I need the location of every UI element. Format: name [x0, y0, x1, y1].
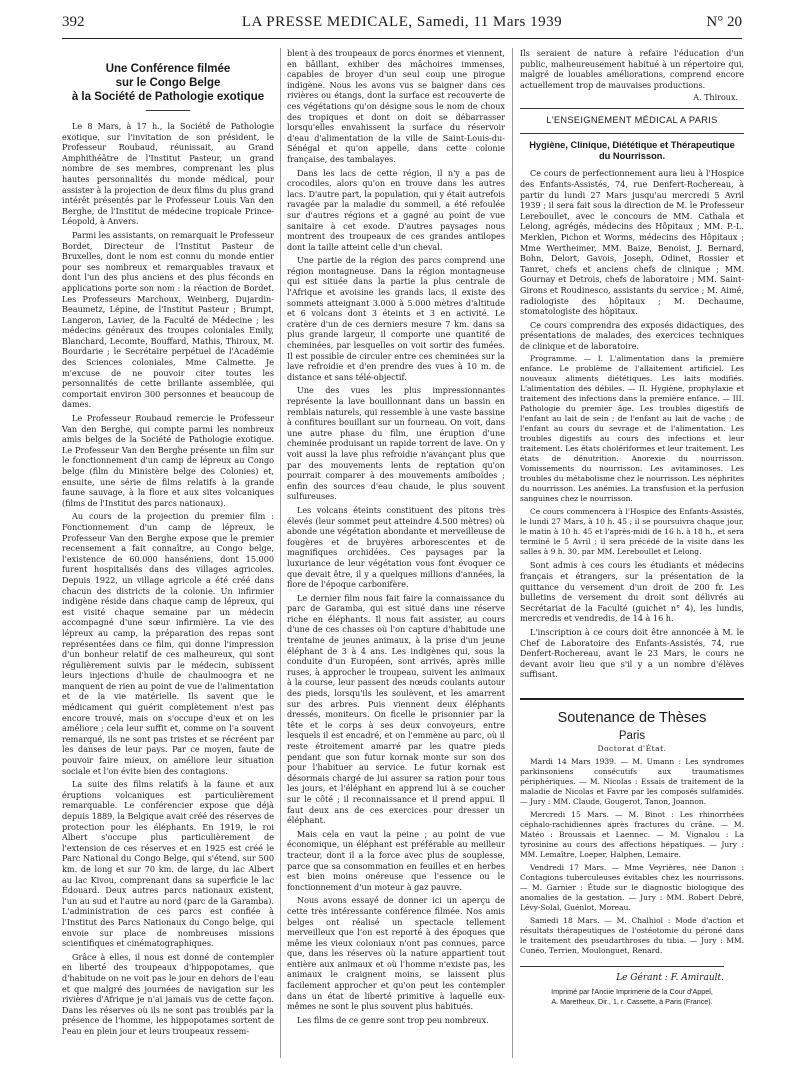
paragraph: Ce cours de perfectionnement aura lieu à l'Hospice des Enfants-Assistés, 74, rue Denfert-Rochereau, à partir du lundi 27 Mars jusqu'au mercredi 5 Avril 1939 ; il sera fait sous la direction de M. le Professeur Lereboullet, avec le concours de MM. Cathala et Lelong, agrégés, médecins des Hôpitaux ; MM. P.-L. Merklen, Pichon et Worms, médecins des Hôpitaux ; Mme Wertheimer, MM. Baize, Benoist, J. Bernard, Bohn, Delort, Gavois, Joseph, Odinet, Rossier et Tanret, chefs et anciens chefs de clinique ; MM. Gournay et Detrois, chefs de laboratoire ; MM. Saint-Girons et Roudinesco, assistants du service ; M. Aimé, radiologiste des hôpitaux ; M. Dechaume, stomatologiste des hôpitaux. [520, 168, 744, 317]
section-heading: L'ENSEIGNEMENT MÉDICAL A PARIS [546, 115, 718, 126]
thesis-entry: Samedi 18 Mars. — M. Chalhiol : Mode d'action et résultats thérapeutiques de l'ostéotomie du péroné dans le traitement des pseudarthroses du tibia. — Jury : MM. Cunéo, Terrien, Moulonguet, Renard. [520, 916, 744, 955]
paragraph: Mais cela en vaut la peine ; au point de vue économique, un éléphant est préférable au meilleur tracteur, dont il a la force avec plus de souplesse, parce que sa consommation en feuilles et en herbes est bien moins onéreuse que l'essence ou le fonctionnement d'un moteur à gaz pauvre. [287, 828, 505, 892]
column-divider [512, 48, 513, 1058]
article-title-line: Une Conférence filmée [105, 63, 231, 75]
article-title-line: sur le Congo Belge [115, 77, 221, 89]
course-title [520, 140, 744, 162]
section-rule [520, 133, 744, 134]
printer-line: A. Maretheux, Dir., 1, r. Cassette, à Paris (France). [551, 997, 713, 1006]
paragraph: Nous avons essayé de donner ici un aperçu de cette très intéressante conférence filmée. Nos amis belges ont réalisé un spectacle tellement merveilleux que l'on est reporté à des époques que même les vieux coloniaux n'ont pas connues, parce que, dans les réserves où la nature appartient tout entière aux animaux et où l'homme n'existe pas, les animaux le craignent moins, se laissent plus facilement approcher et qu'on peut les contempler dans un état de liberté primitive à laquelle eux-mêmes ne sont le plus souvent plus habitués. [287, 895, 505, 1012]
page-header [62, 14, 742, 39]
section-rule [520, 108, 744, 109]
paragraph: Parmi les assistants, on remarquait le Professeur Bordet, Directeur de l'Institut Pasteur de Bruxelles, dont le nom est connu du monde entier pour ses nombreux et remarquables travaux et dont l'un des plus anciens et des plus féconds en applications porte son nom : la réaction de Bordet. Les Professeurs Marchoux, Weinberg, Dujardin-Beaumetz, Lépine, de l'Institut Pasteur ; Brumpt, Langeron, Lavier, de la Faculté de Médecine ; les médecins généraux des troupes coloniales Emily, Blanchard, Lecomte, Bouffard, Mathis, Thiroux, M. Bourdarie ; le Secrétaire perpétuel de l'Académie des Sciences coloniales, Mme Calmette. Je m'excuse de ne pouvoir citer toutes les personnalités de cette brillante assemblée, qui comportait environ 300 personnes et beaucoup de dames. [62, 229, 274, 410]
printer-imprint [520, 987, 744, 1007]
article-title-line: à la Société de Pathologie exotique [71, 91, 265, 103]
theses-city: Paris [618, 730, 646, 742]
paragraph: Le 8 Mars, à 17 h., la Société de Pathologie exotique, sur l'invitation de son président, le Professeur Roubaud, réunissait, au Grand Amphithéâtre de l'Institut Pasteur, un grand nombre de ses membres, comprenant les plus hautes personnalités du monde médical, pour assister à la projection de deux films du plus grand intérêt présentés par le Professeur Louis Van den Berghe, de l'Institut de médecine tropicale Prince-Léopold, à Anvers. [62, 121, 274, 227]
title-rule [146, 110, 190, 111]
thesis-entry: Mercredi 15 Mars. — M. Binot : Les rhinorrhées céphalo-rachidiennes après fractures du crâne. — M. Matéo : Broussais et Laennec. — M. Vignalou : La tyrosinine au cours des affections hépatiques. — Jury : MM. Lemaître, Loeper, Halphen, Lemaire. [520, 810, 744, 859]
course-title-line: Hygiène, Clinique, Diététique et Thérapeutique [529, 140, 735, 151]
paragraph: Le dernier film nous fait faire la connaissance du parc de Garamba, qui est situé dans une réserve riche en éléphants. Il nous fait assister, au cours d'une de ces chasses où l'on capture d'habitude une trentaine de jeunes animaux, à la prise d'un jeune éléphant de 3 à 4 ans. Les indigènes qui, sous la conduite d'un Européen, sont arrivés, après mille ruses, à approcher le troupeau, suivent les animaux à la course, leur passent des nœuds coulants autour des pieds, lorsqu'ils les soulèvent, et les amarrent sur des arbres. Puis viennent deux éléphants dressés, moniteurs. On ficelle le prisonnier par la tête et le corps à ses deux convoyeurs, entre lesquels il est encadré, et on l'emmène au parc, où il reste étroitement amarré par les quatre pieds pendant que son futur kornak monte sur son dos pour l'habituer au service. Le futur kornak est désormais chargé de lui assurer sa ration pour tous les jours, et l'éléphant en apprend lui à se coucher sur le côté ; il reconnaissance et il prend appui. Il faut deux ans de ces exercices pour dresser un éléphant. [287, 592, 505, 826]
paragraph: Au cours de la projection du premier film : Fonctionnement d'un camp de lépreux, le Professeur Van den Berghe expose que le premier recensement a fait connaître, au Congo belge, l'existence de 60.000 hanséniens, dont 15.000 furent hospitalisés dans des villages agricoles. Depuis 1922, un village agricole a été créé dans chacun des districts de la colonie. Un infirmier indigène réside dans chaque camp de lépreux, qui est visité chaque semaine par un médecin accompagné d'une sœur infirmière. La vie des lépreux au camp, la préparation des repas sont représentées dans ce film, qui donne l'impression d'un bonheur relatif de ces malheureux, qui sont régulièrement suivis par le médecin, subissent leurs injections d'huile de chaulmoogra et ne manquent de rien au point de vue de l'alimentation et de la vie matérielle. Ils savent que le médicament qui guérit complètement n'est pas encore trouvé, mais on s'occupe d'eux et on les améliore ; cela leur suffit et, comme on l'a souvent remarqué, ils ne sont pas tristes et se récréent par les danses de leur pays. Par ce moyen, faute de pouvoir faire mieux, on améliore leur situation sociale et l'on évite bien des contagions. [62, 511, 274, 776]
paragraph: Les volcans éteints constituent des pitons très élevés (leur sommet peut atteindre 4.500 mètres) où abonde une végétation abondante et merveilleuse de fougères et de bruyères arborescentes et de magnifiques orchidées. Ces paysages par la luxuriance de leur végétation vous font évoquer ce que devait être, il y a quelques millions d'années, la flore de l'époque carbonifère. [287, 504, 505, 590]
theses-subheading: Doctorat d'État. [597, 744, 667, 753]
thesis-entry: Vendredi 17 Mars. — Mme Veyrières, née Danon : Contagions tuberculeuses évitables chez les nourrissons. — M. Garnier : Étude sur le diagnostic biologique des anomalies de la gestation. — Jury : MM. Robert Debré, Lévy-Solal, Guénlot, Moreau. [520, 863, 744, 912]
article-title [62, 62, 274, 104]
column-right [520, 48, 744, 1058]
section-rule [520, 698, 744, 700]
signature: A. Thiroux. [693, 93, 738, 103]
paragraph: Grâce à elles, il nous est donné de contempler en liberté des troupeaux d'hippopotames, que d'habitude on ne voit pas le jour en dehors de l'eau et que malgré des journées de navigation sur les rivières d'Afrique je n'ai jamais vus de cette façon. Dans les réserves où ils ne sont pas troublés par la présence de l'homme, les hippopotames sortent de l'eau en plein jour et leurs troupeaux ressem- [62, 951, 274, 1036]
journal-title: LA PRESSE MEDICALE, Samedi, 11 Mars 1939 [241, 14, 563, 30]
paragraph: Une des vues les plus impressionnantes représente la lave bouillonnant dans un bassin en remblais naturels, qui ressemble à une vaste bassine à confitures bouillant sur un fourneau. On voit, dans une autre phase du film, une éruption d'une cheminée produisant un rapide torrent de lave. On y voit aussi la lave plus refroidie n'avançant plus que par des mouvements lents de reptation qu'on pourrait comparer à des mouvements amiboïdes ; enfin des sources d'eau chaude, le plus souvent sulfureuses. [287, 385, 505, 502]
course-title-line: du Nourrisson. [598, 151, 666, 162]
paragraph: Ils seraient de nature à refaire l'éducation d'un public, malheureusement habitué à un répertoire qui, malgré de louables améliorations, comprend encore actuellement trop de mauvaises productions. [520, 48, 744, 90]
column-divider [280, 48, 281, 1058]
page-number: 392 [62, 14, 85, 30]
column-middle [287, 48, 505, 1058]
thesis-entry: Mardi 14 Mars 1939. — M. Umann : Les syndromes parkinsoniens consécutifs aux traumatismes périphériques. — M. Nicolas : Essais de traitement de la maladie de Nicolas et Favre par les composés sulfamidés. — Jury : MM. Claude, Gougerot, Tanon, Joannon. [520, 757, 744, 806]
gerant-line: Le Gérant : F. Amirault. [520, 966, 724, 983]
paragraph: Sont admis à ces cours les étudiants et médecins français et étrangers, sur la présentation de la quittance du versement d'un droit de 200 fr. Les bulletins de versement du droit sont délivrés au Secrétariat de la Faculté (guichet n° 4), les lundis, mercredis et vendredis, de 14 à 16 h. [520, 560, 744, 624]
printer-line: Imprimé par l'Anciie Imprimerie de la Cour d'Appel, [551, 987, 713, 996]
paragraph: Le Professeur Roubaud remercie le Professeur Van den Berghe, qui compte parmi les nombreux amis belges de la Société de Pathologie exotique. Le Professeur Van den Berghe présente un film sur le fonctionnement d'un camp de lépreux au Congo belge (film du Ministère belge des Colonies) et, ensuite, une série de films relatifs à la grande faune sauvage, à la flore et aux sites volcaniques (films de l'Institut des parcs nationaux). [62, 413, 274, 508]
paragraph: Une partie de la région des parcs comprend une région montagneuse. Dans la région montagneuse qui est située dans la partie la plus centrale de l'Afrique et avoisine les grands lacs, il existe des sommets atteignant 3.000 à 5.000 mètres d'altitude et 6 volcans dont 3 éteints et 3 en activité. Le cratère d'un de ces derniers mesure 7 km. dans sa plus grande largeur, il comporte une quantité de cheminées, par lesquelles on voit sortir des fumées. Il est possible de circuler entre ces cheminées sur la lave refroidie et d'en prendre des vues à 10 m. de distance et sans télé-objectif. [287, 255, 505, 382]
paragraph: Les films de ce genre sont trop peu nombreux. [297, 1014, 489, 1025]
paragraph: Ce cours comprendra des exposés didactiques, des présentations de malades, des exercices techniques de clinique et de laboratoire. [520, 319, 744, 351]
theses-heading: Soutenance de Thèses [557, 710, 707, 726]
paragraph: La suite des films relatifs à la faune et aux éruptions volcaniques est particulièrement remarquable. Le conférencier expose que déjà depuis 1889, la Belgique avait créé des réserves de protection pour les éléphants. En 1919, le roi Albert s'occupe plus particulièrement de l'extension de ces réserves et en 1925 est créé le Parc National du Congo Belge, qui s'étend, sur 500 km. de long et sur 70 km. de large, du lac Albert au lac Kivou, comprenant dans sa superficie le lac Édouard. Deux autres parcs nationaux existent, l'un au sud et l'autre au nord (parc de la Garamba). L'administration de ces parcs est confiée à l'Institut des Parcs Nationaux du Congo belge, qui envoie sur place de nombreuses missions scientifiques et cinématographiques. [62, 779, 274, 949]
issue-number: N° 20 [706, 14, 742, 30]
paragraph: L'inscription à ce cours doit être annoncée à M. le Chef de Laboratoire des Enfants-Assistés, 74, rue Denfert-Rochereau, avant le 23 Mars, le cours ne devant avoir lieu que s'il y a un nombre d'élèves suffisant. [520, 627, 744, 680]
paragraph: blent à des troupeaux de porcs énormes et viennent, en bâillant, exhiber des mâchoires immenses, capables de broyer d'un seul coup une pirogue indigène. Nous les avons vus se baigner dans ces rivières ou étangs, dont la surface est recouverte de ces végétations qu'on désigne sous le nom de choux des tropiques et dont on doit se débarrasser lorsqu'elles envahissent la surface du réservoir d'eau d'alimentation de la ville de Saint-Louis-du-Sénégal et qu'on appelle, dans cette colonie française, des tambalayes. [287, 48, 505, 164]
column-left [62, 48, 274, 1058]
programme-paragraph: Ce cours commencera à l'Hospice des Enfants-Assistés, le lundi 27 Mars, à 10 h. 45 ; il se poursuivra chaque jour, le matin à 10 h. 45 et l'après-midi de 16 h. à 18 h., et sera terminé le 5 Avril ; il sera précédé de la visite dans les salles à 9 h. 30, par MM. Lereboullet et Lelong. [520, 507, 744, 557]
programme-paragraph: Programme. — I. L'alimentation dans la première enfance. Le problème de l'allaitement artificiel. Les nouveaux aliments diététiques. Les laits modifiés. L'alimentation des débiles. — II. Hygiène, prophylaxie et traitement des infections dans la première enfance. — III. Pathologie du premier âge. Les troubles digestifs de l'enfant au lait de sein ; de l'enfant au lait de vache ; de l'enfant au cours du sevrage et de l'alimentation. Les troubles digestifs au cours des infections et leur traitement. Les états cholériformes et leur traitement. Les états de dénutrition. Anorexie du nourrisson. Vomissements du nourrisson. Les avitaminoses. Les troubles du métabolisme chez le nourrisson. Les néphrites du nourrisson. Les anémies. La transfusion et la perfusion sanguines chez le nourrisson. [520, 354, 744, 504]
paragraph: Dans les lacs de cette région, il n'y a pas de crocodiles, alors qu'on en trouve dans les autres lacs. D'autre part, la population, qui y était autrefois ravagée par la maladie du sommeil, a été refoulée sur d'autres régions et a gagné au point de vue sanitaire à cet exode. D'autres paysages nous montrent des troupeaux de ces grandes antilopes dont la taille atteint celle d'un cheval. [287, 167, 505, 252]
